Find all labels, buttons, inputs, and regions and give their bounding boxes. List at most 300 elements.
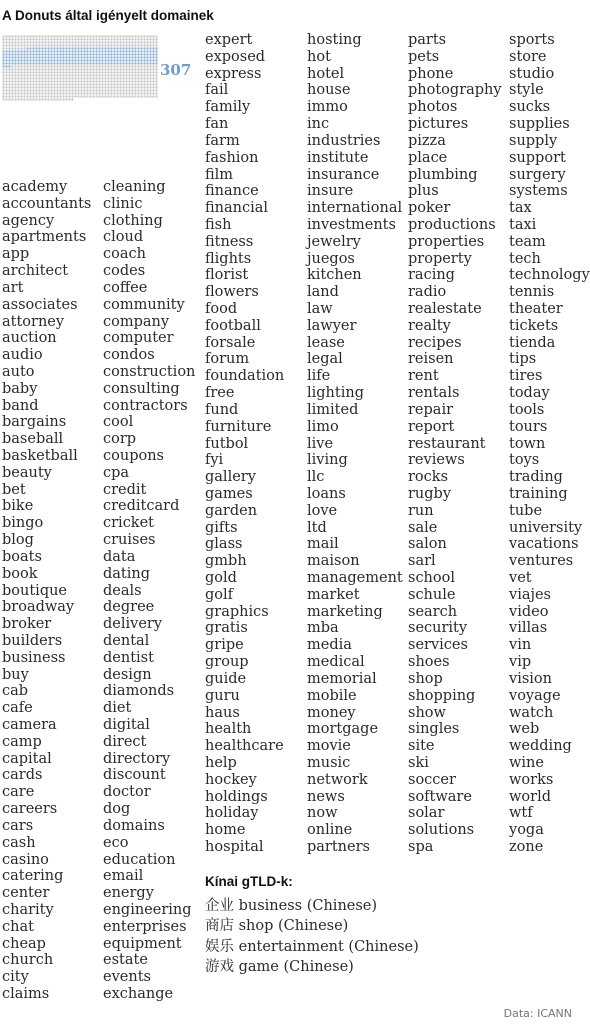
waffle-cell	[146, 68, 148, 70]
waffle-cell	[92, 74, 94, 76]
waffle-cell-highlighted	[29, 59, 31, 61]
waffle-cell	[101, 44, 103, 46]
domain-item: sports	[509, 32, 555, 48]
waffle-cell	[53, 35, 55, 37]
waffle-cell	[83, 95, 85, 97]
waffle-cell	[32, 65, 34, 67]
waffle-cell-highlighted	[107, 62, 109, 64]
waffle-cell-highlighted	[83, 47, 85, 49]
waffle-cell-highlighted	[14, 62, 16, 64]
waffle-cell	[149, 38, 151, 40]
waffle-count-label: 307	[160, 61, 192, 79]
waffle-cell	[35, 89, 37, 91]
waffle-cell	[155, 35, 157, 37]
domain-item: sale	[408, 519, 438, 536]
waffle-cell-highlighted	[119, 56, 121, 58]
waffle-cell	[89, 95, 91, 97]
domain-item: repair	[408, 401, 454, 418]
waffle-cell-highlighted	[140, 47, 142, 49]
domain-item: fyi	[205, 452, 224, 469]
waffle-cell-highlighted	[95, 53, 97, 55]
waffle-cell	[68, 35, 70, 37]
waffle-cell-highlighted	[152, 50, 154, 52]
waffle-cell-highlighted	[50, 62, 52, 64]
domain-item: book	[2, 565, 38, 582]
domain-item: dating	[103, 565, 151, 582]
waffle-cell-highlighted	[26, 47, 28, 49]
waffle-cell-highlighted	[113, 56, 115, 58]
waffle-cell	[104, 74, 106, 76]
domain-item: plumbing	[408, 166, 478, 183]
waffle-cell	[50, 89, 52, 91]
domain-item: bet	[2, 481, 26, 498]
domain-item: corp	[103, 431, 137, 448]
waffle-cell-highlighted	[68, 56, 70, 58]
waffle-cell	[122, 77, 124, 79]
waffle-cell	[35, 71, 37, 73]
waffle-cell-highlighted	[119, 50, 121, 52]
waffle-cell	[74, 65, 76, 67]
waffle-cell	[143, 68, 145, 70]
waffle-cell	[86, 35, 88, 37]
waffle-cell	[137, 86, 139, 88]
waffle-cell	[65, 68, 67, 70]
waffle-cell-highlighted	[2, 59, 4, 61]
domain-item: solutions	[408, 822, 475, 839]
waffle-cell	[26, 68, 28, 70]
domain-item: mail	[307, 536, 339, 553]
waffle-cell-highlighted	[23, 50, 25, 52]
waffle-cell	[149, 74, 151, 76]
waffle-cell	[140, 86, 142, 88]
waffle-cell-highlighted	[128, 62, 130, 64]
waffle-cell-highlighted	[89, 50, 91, 52]
waffle-cell-highlighted	[113, 47, 115, 49]
waffle-cell	[137, 38, 139, 40]
waffle-cell-highlighted	[77, 56, 79, 58]
waffle-cell	[71, 98, 73, 100]
domain-item: pictures	[408, 116, 469, 133]
waffle-cell	[47, 92, 49, 94]
waffle-cell-highlighted	[146, 50, 148, 52]
waffle-cell	[101, 89, 103, 91]
waffle-cell	[5, 38, 7, 40]
waffle-cell	[14, 47, 16, 49]
waffle-cell	[83, 44, 85, 46]
waffle-cell	[83, 38, 85, 40]
waffle-cell-highlighted	[2, 50, 4, 52]
domain-item: domains	[103, 817, 165, 834]
waffle-cell	[92, 92, 94, 94]
waffle-cell	[11, 77, 13, 79]
waffle-cell-highlighted	[2, 56, 4, 58]
waffle-cell	[128, 35, 130, 37]
waffle-cell	[80, 83, 82, 85]
waffle-cell	[98, 71, 100, 73]
domain-item: taxi	[509, 216, 537, 233]
waffle-cell	[80, 74, 82, 76]
domain-item: shopping	[408, 687, 476, 704]
waffle-cell	[65, 95, 67, 97]
waffle-cell	[65, 35, 67, 37]
waffle-cell	[77, 74, 79, 76]
waffle-cell-highlighted	[47, 50, 49, 52]
waffle-cell	[32, 95, 34, 97]
waffle-cell	[119, 89, 121, 91]
waffle-cell	[59, 77, 61, 79]
waffle-cell	[56, 35, 58, 37]
domain-item: tienda	[509, 334, 556, 351]
waffle-cell	[35, 98, 37, 100]
waffle-cell	[71, 71, 73, 73]
waffle-cell	[44, 71, 46, 73]
waffle-cell	[20, 44, 22, 46]
waffle-cell	[149, 41, 151, 43]
waffle-cell	[35, 65, 37, 67]
waffle-cell	[35, 68, 37, 70]
waffle-cell	[14, 65, 16, 67]
waffle-cell-highlighted	[77, 47, 79, 49]
waffle-cell	[65, 38, 67, 40]
domain-item: consulting	[103, 380, 180, 397]
domain-item: wtf	[509, 805, 533, 822]
waffle-cell	[50, 68, 52, 70]
waffle-cell	[11, 80, 13, 82]
waffle-cell-highlighted	[74, 50, 76, 52]
waffle-cell	[17, 92, 19, 94]
domain-item: center	[2, 885, 50, 902]
waffle-cell-highlighted	[95, 47, 97, 49]
waffle-cell	[107, 68, 109, 70]
domain-item: baby	[2, 380, 38, 397]
waffle-cell	[104, 80, 106, 82]
waffle-cell	[134, 80, 136, 82]
waffle-cell	[146, 38, 148, 40]
waffle-cell	[44, 86, 46, 88]
waffle-cell	[74, 68, 76, 70]
waffle-cell	[95, 77, 97, 79]
waffle-cell	[65, 80, 67, 82]
domain-item: llc	[307, 469, 325, 486]
waffle-cell	[80, 95, 82, 97]
domain-item: toys	[509, 452, 540, 469]
waffle-cell	[71, 68, 73, 70]
waffle-cell-highlighted	[98, 50, 100, 52]
waffle-cell-highlighted	[80, 50, 82, 52]
waffle-cell-highlighted	[119, 47, 121, 49]
waffle-cell-highlighted	[143, 56, 145, 58]
waffle-cell-highlighted	[68, 50, 70, 52]
waffle-cell	[125, 86, 127, 88]
waffle-cell-highlighted	[107, 53, 109, 55]
waffle-cell	[152, 71, 154, 73]
waffle-cell	[131, 77, 133, 79]
domain-item: network	[307, 771, 368, 788]
waffle-cell	[68, 89, 70, 91]
waffle-cell	[125, 71, 127, 73]
waffle-cell	[14, 92, 16, 94]
waffle-cell	[92, 83, 94, 85]
waffle-cell	[59, 89, 61, 91]
waffle-cell-highlighted	[17, 56, 19, 58]
domain-item: university	[509, 519, 583, 536]
waffle-cell-highlighted	[77, 62, 79, 64]
waffle-cell	[62, 35, 64, 37]
waffle-cell	[80, 38, 82, 40]
domain-item: web	[509, 721, 540, 738]
waffle-cell	[14, 83, 16, 85]
waffle-cell	[68, 77, 70, 79]
waffle-cell-highlighted	[89, 53, 91, 55]
waffle-cell	[146, 86, 148, 88]
waffle-cell	[50, 35, 52, 37]
waffle-cell	[110, 83, 112, 85]
waffle-cell	[137, 71, 139, 73]
waffle-cell	[131, 74, 133, 76]
waffle-cell-highlighted	[152, 47, 154, 49]
waffle-cell-highlighted	[125, 50, 127, 52]
waffle-cell	[101, 77, 103, 79]
waffle-cell	[86, 77, 88, 79]
waffle-cell	[71, 65, 73, 67]
waffle-cell	[110, 80, 112, 82]
waffle-cell	[29, 65, 31, 67]
waffle-cell-highlighted	[116, 59, 118, 61]
domain-item: app	[2, 246, 30, 263]
waffle-cell	[23, 83, 25, 85]
waffle-cell	[29, 41, 31, 43]
waffle-cell-highlighted	[125, 62, 127, 64]
domain-item: games	[205, 485, 253, 502]
waffle-cell	[92, 68, 94, 70]
waffle-cell	[83, 35, 85, 37]
waffle-cell	[134, 86, 136, 88]
waffle-cell	[47, 95, 49, 97]
waffle-cell-highlighted	[80, 56, 82, 58]
waffle-cell	[11, 83, 13, 85]
waffle-cell-highlighted	[107, 59, 109, 61]
domain-item: cruises	[103, 532, 156, 549]
waffle-cell	[110, 68, 112, 70]
waffle-cell	[17, 47, 19, 49]
waffle-cell	[125, 77, 127, 79]
domain-item: band	[2, 397, 39, 414]
waffle-cell	[26, 41, 28, 43]
waffle-cell	[41, 74, 43, 76]
waffle-cell-highlighted	[47, 62, 49, 64]
waffle-cell	[149, 83, 151, 85]
waffle-cell	[152, 74, 154, 76]
waffle-cell	[26, 77, 28, 79]
waffle-cell	[53, 38, 55, 40]
waffle-cell	[68, 86, 70, 88]
waffle-cell-highlighted	[11, 59, 13, 61]
waffle-cell-highlighted	[29, 53, 31, 55]
domain-item: equipment	[103, 935, 182, 952]
waffle-cell-highlighted	[116, 62, 118, 64]
waffle-cell	[62, 89, 64, 91]
domain-item: apartments	[2, 229, 87, 246]
domain-item: marketing	[307, 603, 383, 620]
waffle-cell	[95, 83, 97, 85]
waffle-cell-highlighted	[20, 53, 22, 55]
waffle-cell-highlighted	[17, 62, 19, 64]
waffle-cell	[83, 41, 85, 43]
waffle-cell	[80, 89, 82, 91]
waffle-cell	[86, 71, 88, 73]
waffle-cell	[23, 68, 25, 70]
waffle-cell-highlighted	[104, 47, 106, 49]
domain-item: claims	[2, 986, 50, 1002]
waffle-cell	[8, 77, 10, 79]
waffle-cell	[8, 89, 10, 91]
waffle-cell	[140, 83, 142, 85]
waffle-cell-highlighted	[62, 56, 64, 58]
domain-item: hosting	[307, 32, 362, 48]
waffle-cell-highlighted	[35, 59, 37, 61]
domain-item: email	[103, 868, 144, 885]
waffle-cell-highlighted	[86, 56, 88, 58]
waffle-cell	[146, 77, 148, 79]
waffle-cell	[128, 83, 130, 85]
waffle-cell	[26, 80, 28, 82]
waffle-cell	[104, 83, 106, 85]
domain-column-1	[2, 179, 91, 1003]
waffle-cell-highlighted	[14, 50, 16, 52]
waffle-cell	[2, 47, 4, 49]
waffle-cell	[14, 89, 16, 91]
domain-item: gmbh	[205, 553, 247, 570]
waffle-cell	[137, 41, 139, 43]
waffle-cell	[56, 41, 58, 43]
waffle-cell-highlighted	[71, 50, 73, 52]
waffle-cell	[149, 80, 151, 82]
waffle-cell	[89, 83, 91, 85]
waffle-cell	[107, 89, 109, 91]
waffle-cell	[50, 92, 52, 94]
waffle-cell-highlighted	[155, 59, 157, 61]
waffle-cell	[137, 68, 139, 70]
waffle-cell	[5, 77, 7, 79]
waffle-cell	[134, 65, 136, 67]
waffle-cell	[26, 35, 28, 37]
waffle-cell	[14, 44, 16, 46]
waffle-cell-highlighted	[83, 50, 85, 52]
waffle-cell-highlighted	[20, 62, 22, 64]
waffle-cell-highlighted	[35, 56, 37, 58]
waffle-cell	[131, 92, 133, 94]
waffle-cell	[20, 83, 22, 85]
waffle-cell	[134, 41, 136, 43]
waffle-cell	[113, 80, 115, 82]
waffle-cell	[104, 35, 106, 37]
domain-item: management	[307, 570, 403, 586]
waffle-cell-highlighted	[17, 53, 19, 55]
waffle-cell	[29, 86, 31, 88]
domain-item: film	[205, 166, 234, 183]
waffle-cell	[50, 77, 52, 79]
waffle-cell	[116, 65, 118, 67]
waffle-cell-highlighted	[122, 50, 124, 52]
domain-item: wedding	[509, 738, 572, 755]
waffle-cell-highlighted	[14, 59, 16, 61]
waffle-cell	[122, 74, 124, 76]
domain-item: wine	[509, 754, 544, 771]
waffle-cell-highlighted	[8, 50, 10, 52]
domain-item: condos	[103, 347, 155, 364]
waffle-cell	[44, 77, 46, 79]
waffle-cell	[56, 98, 58, 100]
waffle-cell-highlighted	[134, 59, 136, 61]
waffle-cell	[134, 83, 136, 85]
waffle-cell	[110, 35, 112, 37]
waffle-cell-highlighted	[32, 62, 34, 64]
waffle-cell	[125, 83, 127, 85]
domain-item: photos	[408, 99, 458, 116]
waffle-cell	[128, 38, 130, 40]
waffle-cell-highlighted	[47, 59, 49, 61]
domain-item: group	[205, 654, 249, 671]
waffle-cell	[98, 89, 100, 91]
waffle-cell-highlighted	[98, 47, 100, 49]
waffle-cell	[2, 92, 4, 94]
waffle-cell	[65, 92, 67, 94]
waffle-cell	[83, 74, 85, 76]
waffle-cell-highlighted	[83, 53, 85, 55]
waffle-cell	[134, 92, 136, 94]
domain-item: partners	[307, 839, 370, 855]
domain-item: credit	[103, 481, 147, 498]
waffle-cell	[41, 35, 43, 37]
waffle-cell	[92, 44, 94, 46]
waffle-cell	[11, 74, 13, 76]
waffle-cell	[32, 74, 34, 76]
waffle-cell-highlighted	[149, 53, 151, 55]
waffle-cell	[143, 89, 145, 91]
waffle-cell-highlighted	[125, 59, 127, 61]
waffle-cell	[17, 38, 19, 40]
waffle-cell	[2, 80, 4, 82]
waffle-cell-highlighted	[131, 53, 133, 55]
waffle-cell	[86, 89, 88, 91]
waffle-cell	[125, 95, 127, 97]
waffle-cell	[134, 71, 136, 73]
waffle-cell	[116, 68, 118, 70]
waffle-cell	[125, 74, 127, 76]
domain-item: healthcare	[205, 738, 284, 755]
domain-item: theater	[509, 301, 563, 317]
waffle-cell	[149, 89, 151, 91]
waffle-cell	[32, 35, 34, 37]
waffle-cell	[86, 38, 88, 40]
waffle-cell-highlighted	[131, 50, 133, 52]
domain-item: studio	[509, 65, 555, 82]
waffle-cell-highlighted	[44, 53, 46, 55]
waffle-cell	[47, 35, 49, 37]
waffle-cell-highlighted	[68, 59, 70, 61]
waffle-cell	[26, 86, 28, 88]
waffle-cell-highlighted	[98, 56, 100, 58]
waffle-cell	[56, 44, 58, 46]
domain-item: creditcard	[103, 498, 180, 515]
waffle-cell	[155, 86, 157, 88]
waffle-cell-highlighted	[59, 50, 61, 52]
waffle-cell-highlighted	[56, 50, 58, 52]
waffle-cell	[29, 92, 31, 94]
waffle-cell	[98, 74, 100, 76]
waffle-cell-highlighted	[95, 50, 97, 52]
waffle-cell	[83, 89, 85, 91]
